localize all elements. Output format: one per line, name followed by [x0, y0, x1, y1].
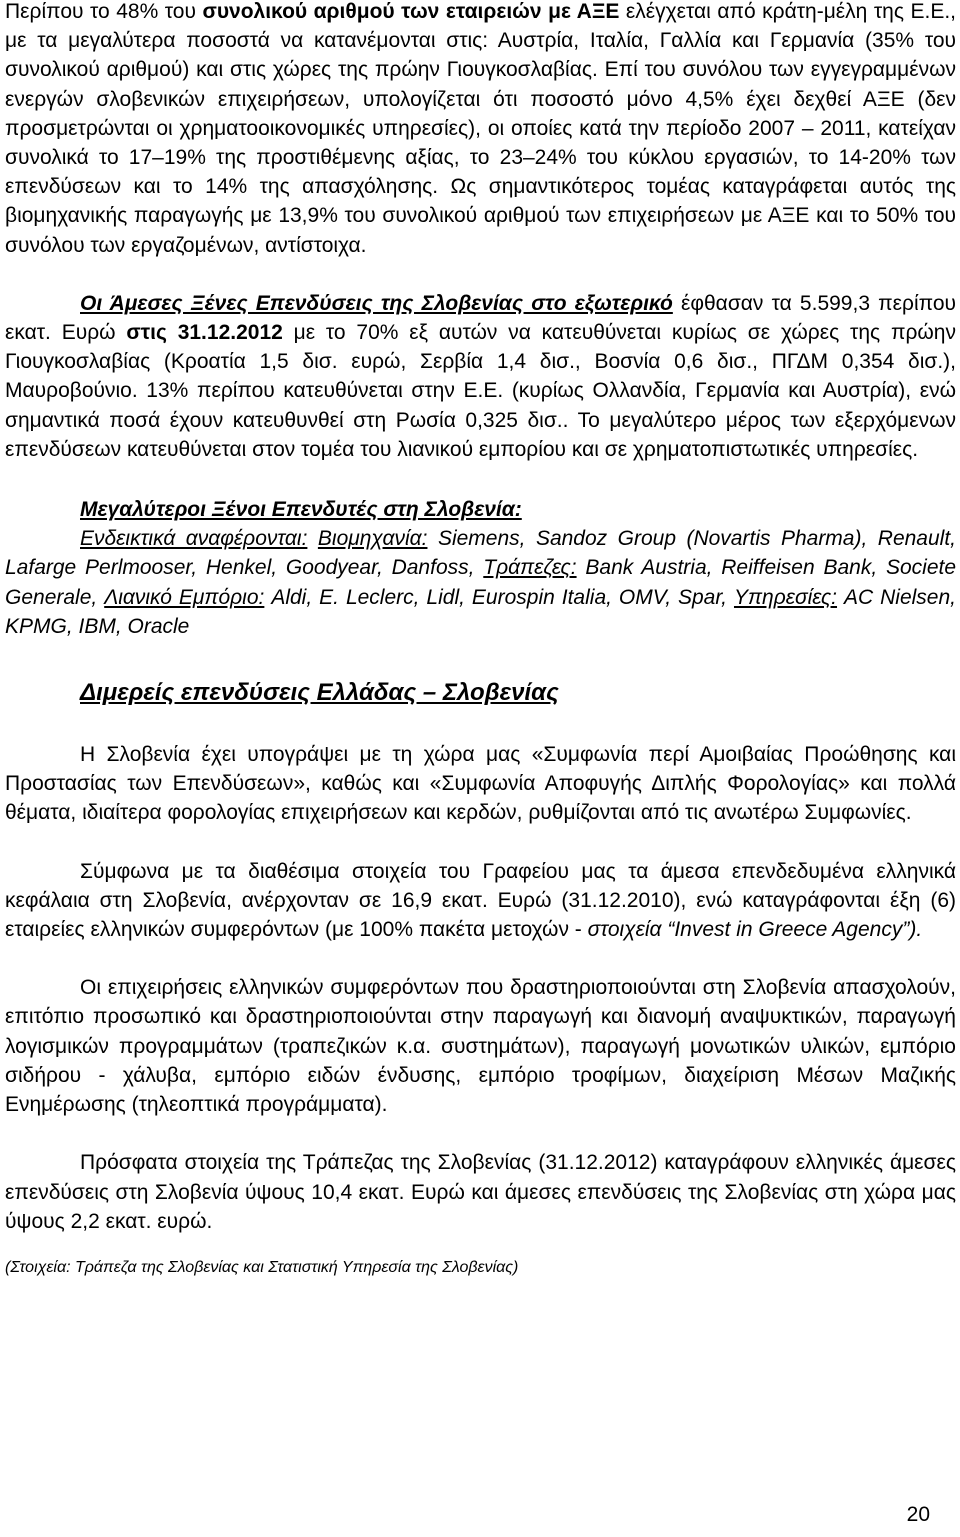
- outward-fdi-text-1: έφθασαν τα 5.599,3 περίπου εκατ. Ευρώ: [5, 291, 957, 345]
- document-page: [5, 0, 956, 1278]
- retail-label: Λιανικό Εμπόριο:: [104, 585, 265, 609]
- agreements-text: Η Σλοβενία έχει υπογράψει με τη χώρα μας «Συμφωνία περί Αμοιβαίας Προώθησης και Προστασίας των Επενδύσεων», καθώς και «Συμφωνία Αποφυγής Διπλής Φορολογίας» και πολλά θέματα, ιδιαίτερα φορολογίας επιχειρήσεων και κερδών, ρυθμίζονται από τις ανωτέρω Συμφωνίες.: [5, 743, 956, 825]
- paragraph-recent-data: [5, 1148, 956, 1236]
- fdi-bold-phrase: συνολικού αριθμού των εταιρειών με ΑΞΕ: [202, 0, 620, 23]
- paragraph-greek-companies: [5, 973, 956, 1119]
- outward-fdi-heading: Οι Άμεσες Ξένες Επενδύσεις της Σλοβενίας στο εξωτερικό: [80, 291, 673, 315]
- source-note: (Στοιχεία: Τράπεζα της Σλοβενίας και Στατιστική Υπηρεσία της Σλοβενίας): [5, 1258, 519, 1276]
- banks-list: Bank Austria, Reiffeisen Bank, Societe Generale,: [5, 556, 957, 609]
- industry-list: Siemens, Sandoz Group (Novartis Pharma), Renault, Lafarge Perlmooser, Henkel, Goodyear, Danfoss,: [5, 527, 956, 580]
- outward-fdi-text-2: με το 70% εξ αυτών να κατευθύνεται κυρίως σε χώρες της πρώην Γιουγκοσλαβίας (Κροατία 1,5 δισ. ευρώ, Σερβία 1,4 δισ., Βοσνία 0,6 δισ., ΠΓΔΜ 0,354 δισ.), Μαυροβούνιο. 13% περίπου κατευθύνεται στην Ε.Ε. (κυρίως Ολλανδία, Γερμανία και Αυστρία), ενώ σημαντικά ποσά έχουν κατευθυνθεί στη Ρωσία 0,325 δισ.. Το μεγαλύτερο μέρος των εξερχόμενων επενδύσεων κατευθύνεται στον τομέα του λιανικού εμπορίου και σε χρηματοπιστωτικές υπηρεσίες.: [5, 321, 956, 461]
- investors-list: [5, 524, 956, 641]
- page-number: 20: [906, 1503, 930, 1526]
- greek-capital-text: Σύμφωνα με τα διαθέσιμα στοιχεία του Γραφείου μας τα άμεσα επενδεδυμένα ελληνικά κεφάλαια στη Σλοβενία, ανέρχονταν σε 16,9 εκατ. Ευρώ (31.12.2010), ενώ καταγράφονται έξη (6) εταιρείες ελληνικών συμφερόντων (με 100% πακέτα μετοχών -: [5, 859, 956, 942]
- investors-intro: Ενδεικτικά αναφέρονται:: [80, 527, 308, 551]
- fdi-text-start: Περίπου το 48% του: [5, 0, 203, 23]
- fdi-text-rest: ελέγχεται από κράτη-μέλη της Ε.Ε., με τα μεγαλύτερα ποσοστά να κατανέμονται στις: Αυστρία, Ιταλία, Γαλλία και Γερμανία (35% του συνολικού αριθμού) και στις χώρες της πρώην Γιουγκοσλαβίας. Επί του συνόλου των εγγεγραμμένων ενεργών σλοβενικών επιχειρήσεων, υπολογίζεται ότι ποσοστό μόνο 4,5% έχει δεχθεί ΑΞΕ (δεν προσμετρώνται οι χρηματοοικονομικές υπηρεσίες), οι οποίες κατά την περίοδο 2007 – 2011, κατείχαν συνολικά το 17–19% της προστιθέμενης αξίας, το 23–24% του κύκλου εργασιών, το 14-20% των επενδύσεων και το 14% της απασχόλησης. Ως σημαντικότερος τομέας καταγράφεται αυτός της βιομηχανικής παραγωγής με 13,9% του συνολικού αριθμού των επιχειρήσεων με ΑΞΕ και το 50% του συνόλου των εργαζομένων, αντίστοιχα.: [5, 0, 956, 257]
- section-title: Διμερείς επενδύσεις Ελλάδας – Σλοβενίας: [80, 679, 559, 707]
- greek-capital-source: στοιχεία “Invest in Greece Agency”).: [587, 918, 923, 942]
- paragraph-outward-fdi: [5, 289, 956, 464]
- industry-label: Βιομηχανία:: [317, 527, 428, 551]
- outward-fdi-date: στις 31.12.2012: [126, 321, 283, 345]
- paragraph-greek-capital: [5, 857, 956, 945]
- services-label: Υπηρεσίες:: [733, 585, 838, 609]
- recent-data-text: Πρόσφατα στοιχεία της Τράπεζας της Σλοβενίας (31.12.2012) καταγράφουν ελληνικές άμεσες επενδύσεις στη Σλοβενία ύψους 10,4 εκατ. Ευρώ και άμεσες επενδύσεις της Σλοβενίας στη χώρα μας ύψους 2,2 εκατ. ευρώ.: [5, 1151, 956, 1233]
- greek-companies-text: Οι επιχειρήσεις ελληνικών συμφερόντων που δραστηριοποιούνται στη Σλοβενία απασχολούν, επιτόπιο προσωπικό και δραστηριοποιούνται στην παραγωγή και διανομή αναψυκτικών, παραγωγή λογισμικών προγραμμάτων (τραπεζικών κ.α. συστημάτων), παραγωγή μονωτικών υλικών, εμπόριο σιδήρου - χάλυβα, εμπόριο ειδών ένδυσης, εμπόριο τροφίμων, διαχείριση Μέσων Μαζικής Ενημέρωσης (τηλεοπτικά προγράμματα).: [5, 976, 956, 1117]
- services-list: AC Nielsen, KPMG, IBM, Oracle: [5, 585, 956, 638]
- investors-title-text: Μεγαλύτεροι Ξένοι Επενδυτές στη Σλοβενία:: [80, 498, 522, 522]
- paragraph-agreements: [5, 740, 956, 828]
- investors-title: [5, 495, 956, 524]
- retail-list: Aldi, E. Leclerc, Lidl, Eurospin Italia, OMV, Spar,: [264, 585, 734, 609]
- banks-label: Τράπεζες:: [483, 556, 577, 580]
- paragraph-fdi-overview: [5, 0, 956, 260]
